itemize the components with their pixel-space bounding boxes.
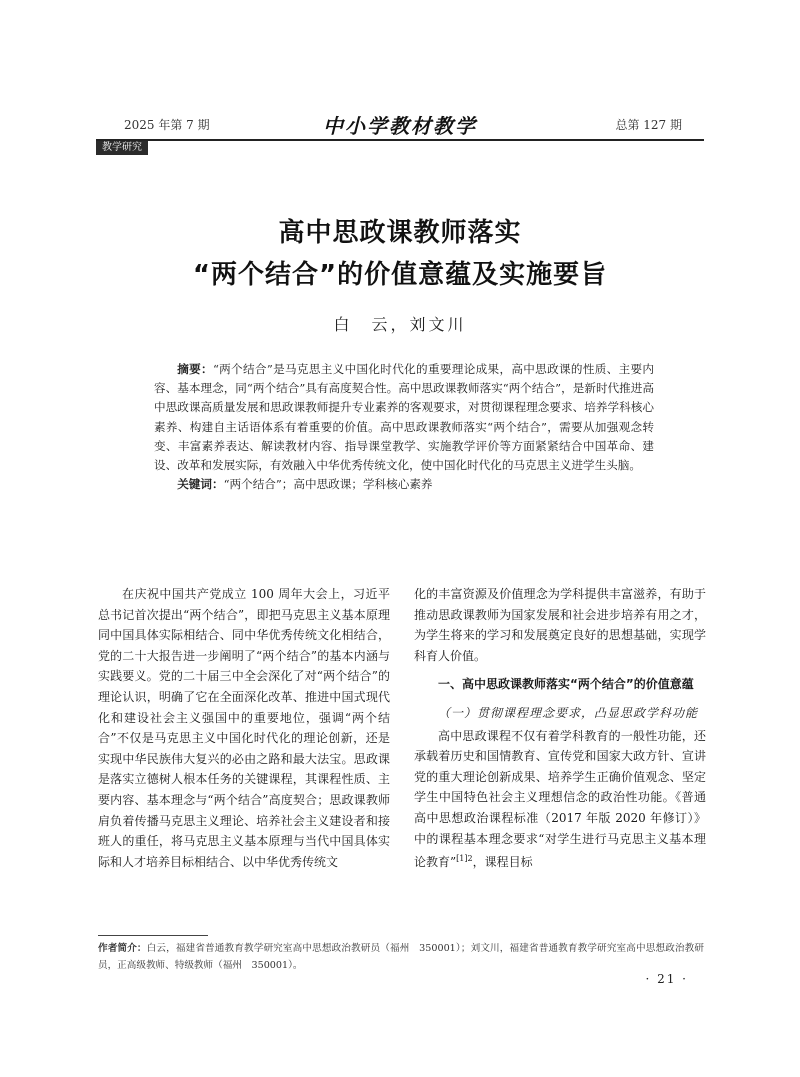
author-footnote: [98, 940, 704, 974]
footnote-label: 作者简介：: [98, 943, 147, 954]
article-title-line1: 高中思政课教师落实: [278, 218, 522, 248]
body-column-right: [414, 584, 706, 873]
keywords-paragraph: [154, 475, 654, 494]
body-paragraph: [414, 726, 706, 873]
header-divider: [96, 139, 704, 141]
journal-logo: 中小学教材教学: [323, 114, 477, 138]
section-heading-1: 一、高中思政课教师落实“两个结合”的价值意蕴: [438, 677, 694, 692]
article-title-line2: “两个结合”的价值意蕴及实施要旨: [192, 260, 608, 290]
keywords-label: 关键词：: [177, 477, 224, 492]
keywords-text: “两个结合”；高中思政课；学科核心素养: [223, 477, 433, 492]
footnote-divider: [98, 935, 208, 936]
intro-paragraph: 在庆祝中国共产党成立 100 周年大会上，习近平总书记首次提出“两个结合”，即把马克思主义基本原理同中国具体实际相结合、同中华优秀传统文化相结合，党的二十大报告进一步阐明了“两个结合”的基本内涵与实践要义。党的二十届三中全会深化了对“两个结合”的理论认识，明确了它在全面深化改革、推进中国式现代化和建设社会主义强国中的重要地位，强调“两个结合”不仅是马克思主义中国化时代化的理论创新，还是实现中华民族伟大复兴的必由之路和最大法宝。思政课是落实立德树人根本任务的关键课程，其课程性质、主要内容、基本理念与“两个结合”高度契合；思政课教师肩负着传播马克思主义理论、培养社会主义建设者和接班人的重任，将马克思主义基本原理与当代中国具体实际和人才培养目标相结合、以中华优秀传统文: [98, 587, 390, 869]
abstract-paragraph: [154, 360, 654, 475]
body-column-left: [98, 584, 390, 872]
issue-label: 2025 年第 7 期: [124, 118, 210, 132]
citation-mark: [1]2: [456, 854, 473, 864]
intro-paragraph-continuation: 化的丰富资源及价值理念为学科提供丰富滋养，有助于推动思政课教师为国家发展和社会进步培养有用之才，为学生将来的学习和发展奠定良好的思想基础，实现学科育人价值。: [414, 587, 706, 663]
footnote-text: 白云，福建省普通教育教学研究室高中思想政治教研员（福州 350001）；刘文川，福建省普通教育教学研究室高中思想政治教研员，正高级教师、特级教师（福州 350001）。: [98, 943, 705, 971]
abstract-block: [154, 360, 654, 494]
page-number: · 21 ·: [645, 972, 688, 986]
body-paragraph-tail: ，课程目标: [472, 855, 533, 870]
section-tag: 教学研究: [96, 141, 148, 155]
article-authors: 白 云，刘文川: [333, 315, 467, 334]
abstract-label: 摘要：: [177, 362, 213, 376]
subsection-heading-1: （一）贯彻课程理念要求，凸显思政学科功能: [438, 705, 699, 720]
abstract-text: “两个结合”是马克思主义中国化时代化的重要理论成果，高中思政课的性质、主要内容、基本理念，同“两个结合”具有高度契合性。高中思政课教师落实“两个结合”，是新时代推进高中思政课高质量发展和思政课教师提升专业素养的客观要求，对贯彻课程理念要求、培养学科核心素养、构建自主话语体系有着重要的价值。高中思政课教师落实“两个结合”，需要从加强观念转变、丰富素养表达、解读教材内容、指导课堂教学、实施教学评价等方面紧紧结合中国革命、建设、改革和发展实际，有效融入中华优秀传统文化，使中国化时代化的马克思主义进学生头脑。: [154, 362, 654, 473]
total-issue-label: 总第 127 期: [615, 118, 682, 132]
body-paragraph-text: 高中思政课程不仅有着学科教育的一般性功能，还承载着历史和国情教育、宣传党和国家大政方针、宣讲党的重大理论创新成果、培养学生正确价值观念、坚定学生中国特色社会主义理想信念的政治性功能。《普通高中思想政治课程标准（2017 年版 2020 年修订）》中的课程基本理念要求“对学生进行马克思主义基本理论教育”: [414, 728, 706, 870]
